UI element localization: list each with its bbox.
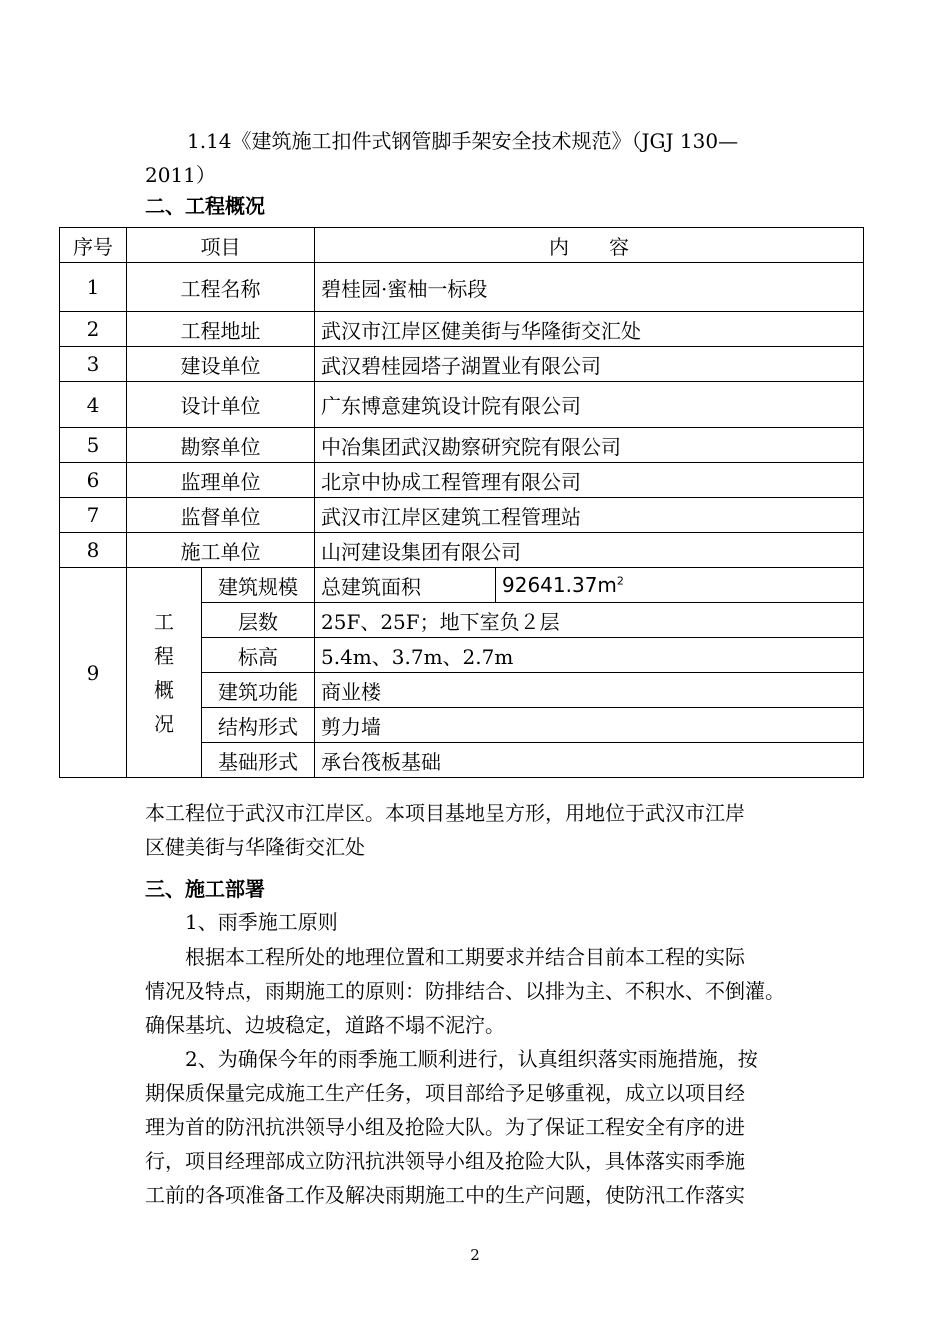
table-row xyxy=(60,533,864,568)
body-line: 行，项目经理部成立防汛抗洪领导小组及抢险大队，具体落实雨季施 xyxy=(145,1149,745,1173)
row-item: 设计单位 xyxy=(127,382,315,428)
header-item: 项目 xyxy=(127,228,315,263)
row-content: 武汉碧桂园塔子湖置业有限公司 xyxy=(315,347,864,382)
row-content: 武汉市江岸区健美街与华隆街交汇处 xyxy=(315,312,864,347)
item1-body xyxy=(145,940,815,1042)
row-content: 碧桂园·蜜柚一标段 xyxy=(315,263,864,312)
reference-line-cont: 2011） xyxy=(145,163,216,187)
header-no: 序号 xyxy=(60,228,127,263)
sub-value: 承台筏板基础 xyxy=(315,743,864,778)
row-item: 监理单位 xyxy=(127,463,315,498)
row-no: 5 xyxy=(60,428,127,463)
section-heading-deployment: 三、施工部署 xyxy=(145,877,265,901)
body-line: 期保质保量完成施工生产任务，项目部给予足够重视，成立以项目经 xyxy=(145,1081,745,1105)
row-no: 9 xyxy=(60,568,127,778)
group-char: 程 xyxy=(154,643,174,668)
item2-body xyxy=(145,1042,815,1212)
table-row xyxy=(60,347,864,382)
header-content: 内 容 xyxy=(315,228,864,263)
row-item: 工程名称 xyxy=(127,263,315,312)
row-no: 8 xyxy=(60,533,127,568)
row-item: 勘察单位 xyxy=(127,428,315,463)
sub-value: 商业楼 xyxy=(315,673,864,708)
sub-label: 标高 xyxy=(202,638,315,673)
location-line: 区健美街与华隆街交汇处 xyxy=(145,835,365,859)
sub-label: 建筑功能 xyxy=(202,673,315,708)
row-no: 3 xyxy=(60,347,127,382)
table-row xyxy=(60,263,864,312)
area-value: 92641.37m xyxy=(502,573,617,597)
area-value-cell xyxy=(496,568,864,603)
table-row-overview-scale xyxy=(60,568,864,603)
row-item: 建设单位 xyxy=(127,347,315,382)
page-number: 2 xyxy=(470,1246,480,1264)
row-no: 6 xyxy=(60,463,127,498)
location-paragraph xyxy=(145,796,815,864)
row-item: 工程地址 xyxy=(127,312,315,347)
row-item: 监督单位 xyxy=(127,498,315,533)
group-char: 工 xyxy=(154,609,174,634)
table-row xyxy=(60,463,864,498)
row-no: 1 xyxy=(60,263,127,312)
row-content: 山河建设集团有限公司 xyxy=(315,533,864,568)
body-line: 确保基坑、边坡稳定，道路不塌不泥泞。 xyxy=(145,1013,505,1037)
reference-paragraph xyxy=(145,124,815,192)
reference-line: 1.14《建筑施工扣件式钢管脚手架安全技术规范》（JGJ 130— xyxy=(187,129,739,153)
body-line: 2、为确保今年的雨季施工顺利进行，认真组织落实雨施措施，按 xyxy=(145,1047,758,1071)
table-row xyxy=(60,498,864,533)
table-header-row xyxy=(60,228,864,263)
row-content: 中冶集团武汉勘察研究院有限公司 xyxy=(315,428,864,463)
table-row xyxy=(60,428,864,463)
body-line: 工前的各项准备工作及解决雨期施工中的生产问题，使防汛工作落实 xyxy=(145,1183,745,1207)
table-row xyxy=(60,312,864,347)
group-char: 概 xyxy=(154,677,174,702)
body-line: 根据本工程所处的地理位置和工期要求并结合目前本工程的实际 xyxy=(145,945,745,969)
row-content: 北京中协成工程管理有限公司 xyxy=(315,463,864,498)
group-char: 况 xyxy=(154,711,174,736)
sub-label: 结构形式 xyxy=(202,708,315,743)
row-content: 广东博意建筑设计院有限公司 xyxy=(315,382,864,428)
section-heading-overview: 二、工程概况 xyxy=(145,194,265,218)
sub-value: 剪力墙 xyxy=(315,708,864,743)
row-no: 7 xyxy=(60,498,127,533)
sub-label-scale: 建筑规模 xyxy=(202,568,315,603)
sub-label: 基础形式 xyxy=(202,743,315,778)
table-row xyxy=(60,382,864,428)
sub-value: 5.4m、3.7m、2.7m xyxy=(315,638,864,673)
project-overview-table xyxy=(59,227,864,778)
row-no: 2 xyxy=(60,312,127,347)
row-content: 武汉市江岸区建筑工程管理站 xyxy=(315,498,864,533)
location-line: 本工程位于武汉市江岸区。本项目基地呈方形，用地位于武汉市江岸 xyxy=(145,801,745,825)
area-unit-superscript: 2 xyxy=(616,574,624,588)
row-no: 4 xyxy=(60,382,127,428)
overview-group-label xyxy=(127,568,202,778)
row-item: 施工单位 xyxy=(127,533,315,568)
sub-label: 层数 xyxy=(202,603,315,638)
item1-title: 1、雨季施工原则 xyxy=(185,910,338,934)
sub-value: 25F、25F；地下室负２层 xyxy=(315,603,864,638)
area-label: 总建筑面积 xyxy=(315,568,496,603)
body-line: 理为首的防汛抗洪领导小组及抢险大队。为了保证工程安全有序的进 xyxy=(145,1115,745,1139)
body-line: 情况及特点，雨期施工的原则：防排结合、以排为主、不积水、不倒灌。 xyxy=(145,979,785,1003)
